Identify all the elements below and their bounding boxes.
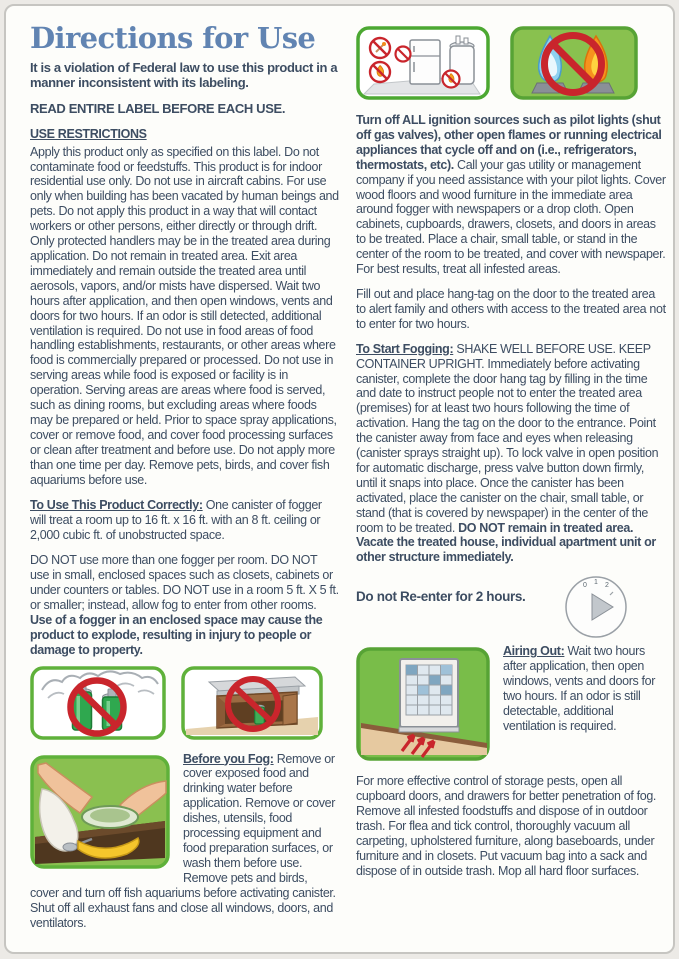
do-not-text: DO NOT use more than one fogger per room. DO NOT use in small, enclosed spaces such as closets, cabinets or under counters or tables. DO NOT use in a room 5 ft. X 5 ft. or smaller; instead, allow fog to enter from other rooms. [30,553,339,612]
airing-out-text: Wait two hours after application, then open windows, vents and doors for two hours. If an odor is still detectable, additional ventilation is required. [503,644,656,733]
left-icon-row [30,666,339,740]
page-title: Directions for Use [30,21,316,55]
timer-number-0: 0 [583,582,588,590]
do-not-paragraph [30,553,339,657]
start-fogging-lead: To Start Fogging: [356,341,454,356]
ignition-paragraph [356,113,667,277]
reenter-notice: Do not Re-enter for 2 hours. [356,589,526,605]
no-under-counter-icon [181,666,323,740]
airing-out-lead: Airing Out: [503,644,565,659]
start-fogging-warning-bold: DO NOT remain in treated area. Vacate the treated house, individual apartment unit or other structure immediately. [356,520,656,565]
before-fog-text: Remove or cover exposed food and drinking water before application. Remove or cover dishes, utensils, food processing equipment and food preparation surfaces, or wash them before use. Remove pets and birds, cover and turn off fish aquariums before activating canister. Shut off all exhaust fans and close all windows, doors, and ventilators. [30,751,336,930]
left-column [30,22,339,940]
airing-out-section [356,644,667,766]
timer-icon [563,574,629,640]
start-fogging-text: SHAKE WELL BEFORE USE. KEEP CONTAINER UPRIGHT. Immediately before activating canister, complete the door hang tag by filling in the time and date to instruct people not to enter the treated area (premises) for at least two hours following the time of activation. Hang the tag on the door to the entrance. Point the canister away from face and eyes when releasing (canister sprays straight up). To lock valve in open position for automatic discharge, press valve button down firmly, until it snaps into place. Once the canister has been activated, place the canister on the chair, small table, or stand (that is covered by newspaper) in the center of the room to be treated. [356,341,659,535]
start-fogging-paragraph [356,342,667,566]
timer-number-1: 1 [594,579,599,587]
product-correctly-text: One canister of fogger will treat a room up to 16 ft. x 16 ft. with an 8 ft. ceiling or 2,000 cubic ft. of unobstructed space. [30,498,322,543]
before-fog-lead: Before you Fog: [183,751,274,766]
no-spray-cans-icon [30,666,166,740]
ignition-bold-text: Turn off ALL ignition sources such as pilot lights (shut off gas valves), other open flames or running electrical appliances that cycle off and on (i.e., refrigerators, thermostats, etc). [356,113,662,172]
timer-number-2: 2 [605,582,610,590]
product-correctly-lead: To Use This Product Correctly: [30,498,203,513]
hang-tag-paragraph: Fill out and place hang-tag on the door to the treated area to alert family and others with access to the treated area not to enter for two hours. [356,286,666,331]
no-flames-icon [510,26,638,100]
before-fog-section [30,752,339,941]
columns-wrapper [6,6,673,940]
reenter-row [356,574,667,640]
storage-pests-paragraph: For more effective control of storage pests, open all cupboard doors, and drawers for better penetration of fog. Remove all infested foodstuffs and dispose of in outdoor trash. For flea and tick control, thoroughly vacuum all carpeting, upholstered furniture, along baseboards, under furniture and in closets. Put vacuum bag into a sack and dispose of in outside trash. Mop all hard floor surfaces. [356,774,657,878]
label-card [4,4,675,954]
ignition-text: Call your gas utility or management company if you need assistance with your pilot lights. Cover wood floors and wood furniture in the immediate area around fogger with newspapers or a drop cloth. Open cabinets, cupboards, drawers, closets, and doors in areas to be treated. Place a chair, small table, or stand in the center of the room to be treated, and cover with newspaper. For best results, treat all infested areas. [356,157,666,277]
use-restrictions-paragraph: Apply this product only as specified on this label. Do not contaminate food or feedstuffs. This product is for indoor residential use only. Do not use in aircraft cabins. For use only when building has been vacated by human beings and pets. Do not apply this product in a way that will contact workers or other persons, either directly or through drift. Only protected handlers may be in the treated area during application. Do not remain in treated area. Exit area immediately and remain outside the treated area until aerosols, vapors, and/or mists have dispersed. Wait two hours after application, and then open windows, vents and doors for two hours. If an odor is still detected, additional ventilation is required. Do not use in food areas of food handling establishments, restaurants, or other areas where food is commercially prepared or processed. Do not use in serving areas while food is exposed or facility is in operation. Serving areas are areas where food is served, such as dining rooms, but excluding areas where foods may be prepared or held. Prior to space spray applications, cover or remove food, and cover food processing surfaces or clean after treatment and before use. Do not apply more than one time per day. Remove pets, birds, and cover fish aquariums before use. [30,144,339,487]
federal-law-notice: It is a violation of Federal law to use this product in a manner inconsistent with its labeling. [30,60,338,90]
right-column [356,22,667,940]
use-restrictions-heading: USE RESTRICTIONS [30,126,147,141]
food-prep-icon [30,755,170,869]
no-appliances-icon [356,26,490,100]
airing-out-icon [356,647,490,761]
do-not-warning-bold: Use of a fogger in an enclosed space may cause the product to explode, resulting in injury to people or damage to property. [30,612,323,657]
right-icon-row [356,26,667,100]
read-entire-label-notice: READ ENTIRE LABEL BEFORE EACH USE. [30,100,286,116]
product-correctly-paragraph [30,498,339,543]
